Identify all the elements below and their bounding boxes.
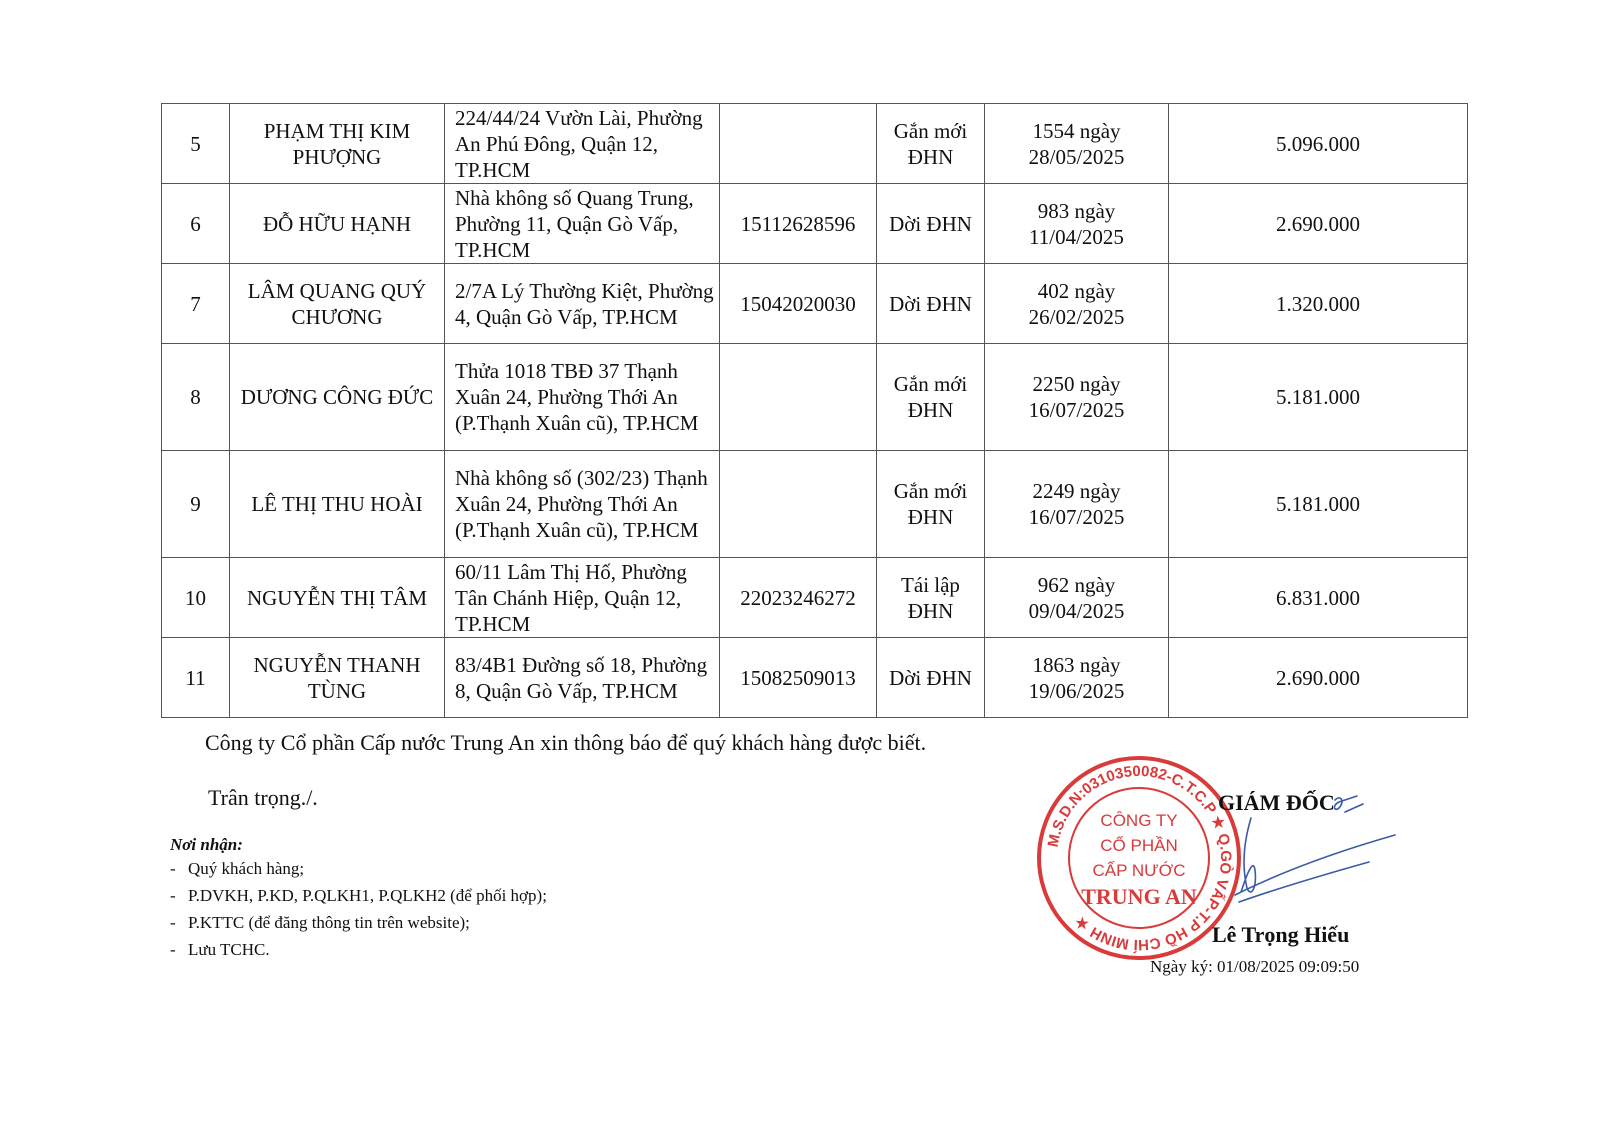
cell-type: Dời ĐHN [877, 264, 985, 344]
recipient-item: - P.KTTC (để đăng thông tin trên website); [170, 913, 470, 932]
cell-address: Nhà không số Quang Trung, Phường 11, Quận Gò Vấp, TP.HCM [445, 184, 720, 264]
recipient-item: - P.DVKH, P.KD, P.QLKH1, P.QLKH2 (để phối hợp); [170, 886, 547, 905]
cell-code: 15042020030 [720, 264, 877, 344]
signer-name: Lê Trọng Hiếu [1212, 922, 1350, 947]
cell-address: 224/44/24 Vườn Lài, Phường An Phú Đông, Quận 12, TP.HCM [445, 104, 720, 184]
recipient-item: - Lưu TCHC. [170, 940, 270, 959]
cell-decision: 962 ngày 09/04/2025 [985, 558, 1169, 638]
cell-type: Tái lập ĐHN [877, 558, 985, 638]
stamp-line3: CẤP NƯỚC [1092, 861, 1186, 880]
signature-stroke [1241, 818, 1255, 892]
cell-code: 15082509013 [720, 638, 877, 718]
cell-type: Dời ĐHN [877, 638, 985, 718]
cell-amount: 6.831.000 [1169, 558, 1468, 638]
recipients-title: Nơi nhận: [170, 835, 243, 854]
cell-amount: 5.096.000 [1169, 104, 1468, 184]
cell-amount: 5.181.000 [1169, 451, 1468, 558]
cell-address: Nhà không số (302/23) Thạnh Xuân 24, Phường Thới An (P.Thạnh Xuân cũ), TP.HCM [445, 451, 720, 558]
cell-name: NGUYỄN THỊ TÂM [230, 558, 445, 638]
cell-decision: 402 ngày 26/02/2025 [985, 264, 1169, 344]
cell-stt: 7 [162, 264, 230, 344]
cell-name: LÂM QUANG QUÝ CHƯƠNG [230, 264, 445, 344]
cell-decision: 2249 ngày 16/07/2025 [985, 451, 1169, 558]
cell-stt: 5 [162, 104, 230, 184]
cell-stt: 8 [162, 344, 230, 451]
cell-name: PHẠM THỊ KIM PHƯỢNG [230, 104, 445, 184]
cell-stt: 10 [162, 558, 230, 638]
regards-text: Trân trọng./. [208, 785, 318, 810]
sign-date: Ngày ký: 01/08/2025 09:09:50 [1150, 957, 1360, 976]
cell-stt: 11 [162, 638, 230, 718]
stamp-line2: CỔ PHẦN [1100, 836, 1178, 855]
table-row [162, 558, 1468, 638]
table-row [162, 638, 1468, 718]
cell-code: 22023246272 [720, 558, 877, 638]
cell-type: Dời ĐHN [877, 184, 985, 264]
cell-code: 15112628596 [720, 184, 877, 264]
cell-decision: 983 ngày 11/04/2025 [985, 184, 1169, 264]
stamp-ring-text: M.S.D.N:0310350082-C.T.C.P ★ Q.GÒ VẤP-T.P HỒ CHÍ MINH ★ [1044, 762, 1235, 954]
table-row [162, 104, 1468, 184]
stamp-line1: CÔNG TY [1100, 811, 1178, 830]
signature-stroke [1239, 862, 1369, 902]
cell-address: 83/4B1 Đường số 18, Phường 8, Quận Gò Vấp, TP.HCM [445, 638, 720, 718]
cell-code [720, 451, 877, 558]
cell-amount: 5.181.000 [1169, 344, 1468, 451]
signature-mark [1225, 790, 1405, 930]
cell-decision: 1863 ngày 19/06/2025 [985, 638, 1169, 718]
notice-text: Công ty Cổ phần Cấp nước Trung An xin thông báo để quý khách hàng được biết. [205, 730, 927, 755]
cell-amount: 1.320.000 [1169, 264, 1468, 344]
recipient-item: - Quý khách hàng; [170, 859, 305, 878]
cell-amount: 2.690.000 [1169, 638, 1468, 718]
table-row [162, 264, 1468, 344]
cell-amount: 2.690.000 [1169, 184, 1468, 264]
signature-stroke [1235, 835, 1395, 895]
table-row [162, 184, 1468, 264]
cell-type: Gắn mới ĐHN [877, 344, 985, 451]
cell-address: 60/11 Lâm Thị Hố, Phường Tân Chánh Hiệp, Quận 12, TP.HCM [445, 558, 720, 638]
cell-name: DƯƠNG CÔNG ĐỨC [230, 344, 445, 451]
table-row [162, 451, 1468, 558]
cell-address: 2/7A Lý Thường Kiệt, Phường 4, Quận Gò Vấp, TP.HCM [445, 264, 720, 344]
cell-address: Thửa 1018 TBĐ 37 Thạnh Xuân 24, Phường Thới An (P.Thạnh Xuân cũ), TP.HCM [445, 344, 720, 451]
cell-code [720, 344, 877, 451]
table-row [162, 344, 1468, 451]
cell-stt: 9 [162, 451, 230, 558]
cell-name: NGUYỄN THANH TÙNG [230, 638, 445, 718]
recipients-block [170, 835, 547, 963]
customer-table [161, 103, 1468, 718]
cell-type: Gắn mới ĐHN [877, 451, 985, 558]
cell-decision: 1554 ngày 28/05/2025 [985, 104, 1169, 184]
signature-flourish [1345, 804, 1363, 812]
director-title: GIÁM ĐỐC [1218, 790, 1335, 815]
cell-type: Gắn mới ĐHN [877, 104, 985, 184]
cell-code [720, 104, 877, 184]
cell-stt: 6 [162, 184, 230, 264]
stamp-line4: TRUNG AN [1081, 884, 1197, 909]
cell-name: ĐỖ HỮU HẠNH [230, 184, 445, 264]
cell-name: LÊ THỊ THU HOÀI [230, 451, 445, 558]
cell-decision: 2250 ngày 16/07/2025 [985, 344, 1169, 451]
